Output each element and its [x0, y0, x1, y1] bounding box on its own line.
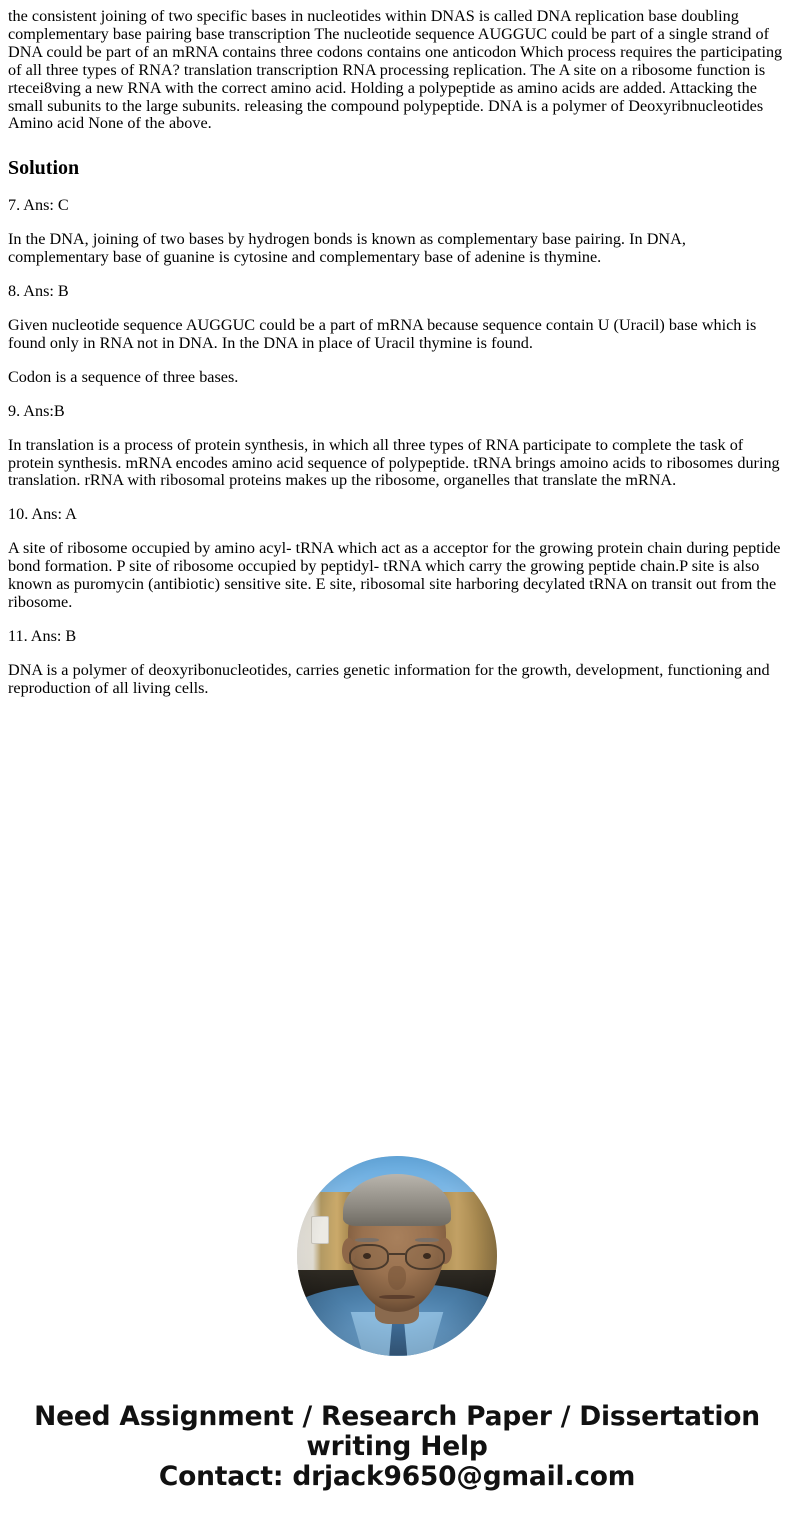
answer-explanation-8-1: Given nucleotide sequence AUGGUC could be a part of mRNA because sequence contain U (Uracil) base which is found only in RNA not in DNA. In the DNA in place of Uracil thymine is found.: [8, 315, 757, 352]
footer-contact-line: Contact: drjack9650@gmail.com: [158, 1460, 636, 1492]
photo-nose: [388, 1266, 406, 1290]
answer-label-9: 9. Ans:B: [8, 401, 65, 420]
answer-label-11: 11. Ans: B: [8, 626, 77, 645]
photo-eyebrow-left: [355, 1238, 379, 1242]
footer: [0, 1402, 794, 1502]
footer-headline-line1: Need Assignment / Research Paper / Dissertation: [34, 1400, 760, 1432]
answer-label-7: 7. Ans: C: [8, 196, 69, 215]
answer-explanation-11-1: DNA is a polymer of deoxyribonucleotides, carries genetic information for the growth, development, functioning and reproduction of all living cells.: [8, 660, 770, 697]
photo-eye-right: [423, 1253, 431, 1259]
answer-explanation-9-1: In translation is a process of protein synthesis, in which all three types of RNA participate to complete the task of protein synthesis. mRNA encodes amino acid sequence of polypeptide. tRNA brings amoino acids to ribosomes during translation. rRNA with ribosomal proteins makes up the ribosome, organelles that translate the mRNA.: [8, 435, 780, 490]
blank-space: [0, 714, 794, 1154]
photo-wall-switch: [311, 1216, 329, 1244]
avatar-container: [0, 1156, 794, 1356]
photo-eyebrow-right: [415, 1238, 439, 1242]
answer-label-8: 8. Ans: B: [8, 282, 69, 301]
intro-paragraph: the consistent joining of two specific bases in nucleotides within DNAS is called DNA replication base doubling complementary base pairing base transcription The nucleotide sequence AUGGUC could be part of a single strand of DNA could be part of an mRNA contains three codons contains one anticodon Which process requires the participating of all three types of RNA? translation transcription RNA processing replication. The A site on a ribosome function is rtecei8ving a new RNA with the correct amino acid. Holding a polypeptide as amino acids are added. Attacking the small subunits to the large subunits. releasing the compound polypeptide. DNA is a polymer of Deoxyribnucleotides Amino acid None of the above.: [8, 7, 783, 133]
avatar: [297, 1156, 497, 1356]
answer-explanation-7-1: In the DNA, joining of two bases by hydrogen bonds is known as complementary base pairing. In DNA, complementary base of guanine is cytosine and complementary base of adenine is thymine.: [8, 230, 686, 267]
answer-explanation-10-1: A site of ribosome occupied by amino acyl- tRNA which act as a acceptor for the growing protein chain during peptide bond formation. P site of ribosome occupied by peptidyl- tRNA which carry the growing peptide chain.P site is also known as puromycin (antibiotic) sensitive site. E site, ribosomal site harboring decylated tRNA on transit out from the ribosome.: [8, 539, 781, 611]
document-content: [0, 0, 794, 698]
photo-glasses-bridge: [389, 1253, 404, 1255]
solution-heading: Solution: [8, 157, 80, 180]
footer-headline-line2: writing Help: [306, 1430, 488, 1462]
answer-explanation-8-2: Codon is a sequence of three bases.: [8, 367, 239, 386]
answer-label-10: 10. Ans: A: [8, 505, 77, 524]
